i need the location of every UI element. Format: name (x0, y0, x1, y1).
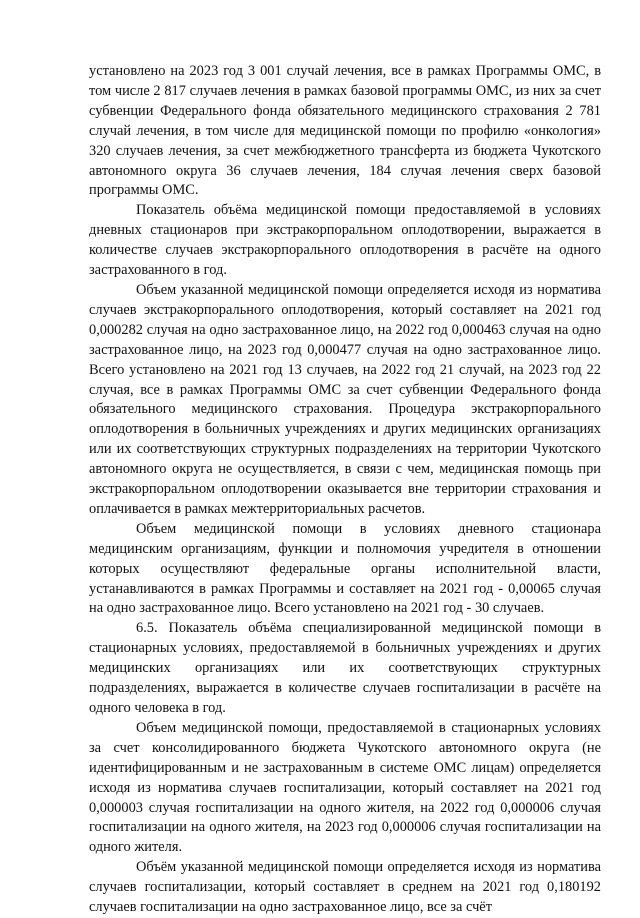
paragraph-section-6-5: 6.5. Показатель объёма специализированной медицинской помощи в стационарных условиях, предоставляемой в больничных учреждениях и других медицинских организациях или их соответствующих структурных подразделениях, выражается в количестве случаев госпитализации в расчёте на одного человека в год. (89, 620, 601, 716)
paragraph-inpatient-regional-budget: Объем медицинской помощи, предоставляемой в стационарных условиях за счет консолидированного бюджета Чукотского автономного округа (не идентифицированным и не застрахованным в системе ОМС лицам) определяется исходя из норматива случаев госпитализации, который составляет на 2021 год 0,000003 случая госпитализации на одного жителя, на 2022 год 0,000006 случая госпитализации на одного жителя, на 2023 год 0,000006 случая госпитализации на одного жителя. (89, 719, 601, 856)
paragraph-treatment-cases: установлено на 2023 год 3 001 случай лечения, все в рамках Программы ОМС, в том числе 2 817 случаев лечения в рамках базовой программы ОМС, из них за счет субвенции Федерального фонда обязательного медицинского страхования 2 781 случай лечения, в том числе для медицинской помощи по профилю «онкология» 320 случаев лечения, за счет межбюджетного трансферта из бюджета Чукотского автономного округа 36 случаев лечения, 184 случая лечения сверх базовой программы ОМС. (89, 63, 601, 199)
document-page (89, 62, 601, 918)
paragraph-ivf-volume: Объем указанной медицинской помощи определяется исходя из норматива случаев экстракорпорального оплодотворения, который составляет на 2021 год 0,000282 случая на одно застрахованное лицо, на 2022 год 0,000463 случая на одно застрахованное лицо, на 2023 год 0,000477 случая на одно застрахованное лицо. Всего установлено на 2021 год 13 случаев, на 2022 год 21 случай, на 2023 год 22 случая, все в рамках Программы ОМС за счет субвенции Федерального фонда обязательного медицинского страхования. Процедура экстракорпорального оплодотворения в больничных учреждениях и других медицинских организациях или их соответствующих структурных подразделениях на территории Чукотского автономного округа не осуществляется, в связи с чем, медицинская помощь при экстракорпоральном оплодотворении оказывается вне территории страхования и оплачивается в рамках межтерриториальных расчетов. (89, 281, 601, 517)
paragraph-ivf-indicator: Показатель объёма медицинской помощи предоставляемой в условиях дневных стационаров при экстракорпоральном оплодотворении, выражается в количестве случаев экстракорпорального оплодотворения в расчёте на одного застрахованного в год. (89, 202, 601, 279)
paragraph-inpatient-volume: Объём указанной медицинской помощи определяется исходя из норматива случаев госпитализации, который составляет в среднем на 2021 год 0,180192 случаев госпитализации на одно застрахованное лицо, все за счёт (89, 859, 601, 916)
paragraph-federal-day-hospital: Объем медицинской помощи в условиях дневного стационара медицинским организациям, функции и полномочия учредителя в отношении которых осуществляют федеральные органы исполнительной власти, устанавливаются в рамках Программы и составляет на 2021 год - 0,00065 случая на одно застрахованное лицо. Всего установлено на 2021 год - 30 случаев. (89, 520, 601, 617)
